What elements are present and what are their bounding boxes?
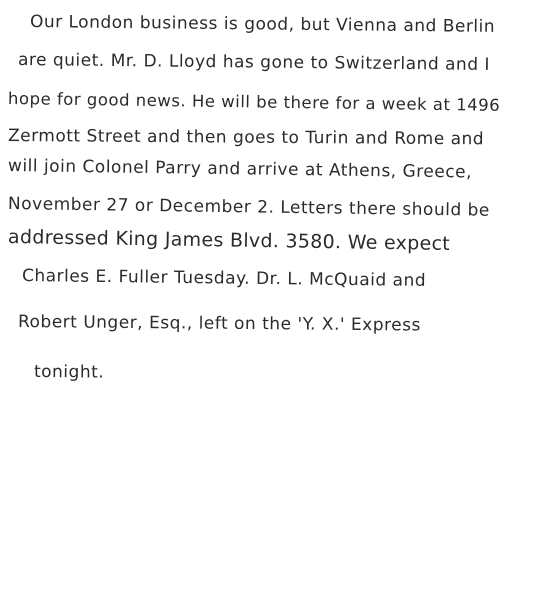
text-line-2: are quiet. Mr. D. Lloyd has gone to Switzerland and I bbox=[17, 50, 491, 75]
text-line-4: Zermott Street and then goes to Turin and Rome and bbox=[7, 126, 485, 150]
text-line-8: Charles E. Fuller Tuesday. Dr. L. McQuaid and bbox=[21, 266, 427, 291]
text-line-6: November 27 or December 2. Letters there should be bbox=[7, 194, 490, 221]
text-line-3: hope for good news. He will be there for a week at 1496 bbox=[7, 89, 501, 115]
text-line-5: will join Colonel Parry and arrive at Athens, Greece, bbox=[7, 156, 473, 183]
text-line-1: Our London business is good, but Vienna and Berlin bbox=[29, 12, 496, 37]
text-line-10: tonight. bbox=[33, 362, 105, 383]
text-line-7: addressed King James Blvd. 3580. We expect bbox=[7, 226, 451, 255]
text-line-9: Robert Unger, Esq., left on the 'Y. X.' Express bbox=[17, 312, 421, 336]
